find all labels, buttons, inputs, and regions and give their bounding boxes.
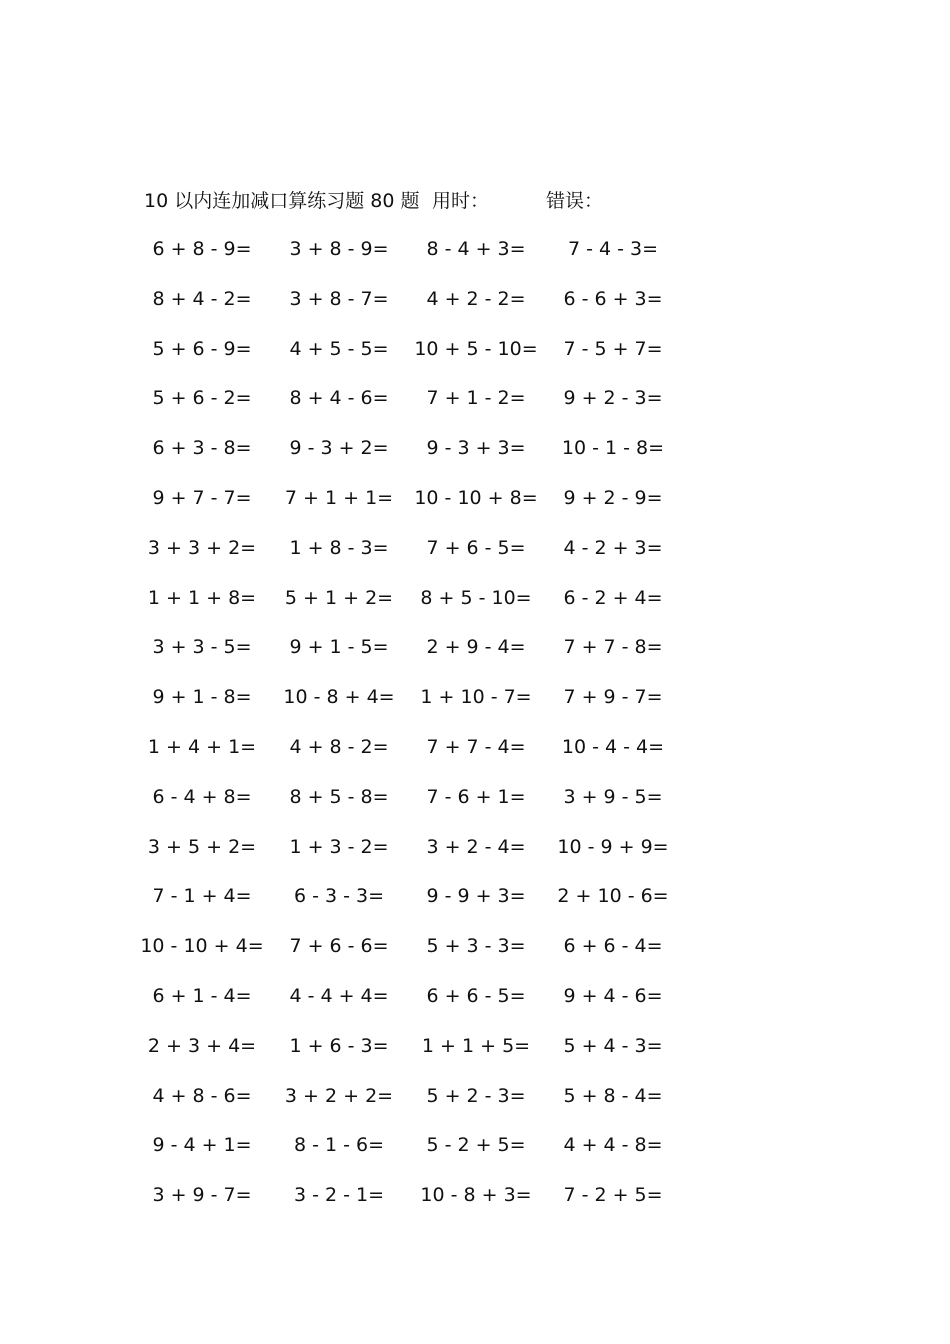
arithmetic-problem: 9 - 9 + 3= <box>426 885 526 908</box>
arithmetic-problem: 9 - 3 + 3= <box>426 437 526 460</box>
arithmetic-problem: 1 + 3 - 2= <box>289 835 389 858</box>
arithmetic-problem: 8 - 4 + 3= <box>426 238 526 260</box>
arithmetic-problem: 6 + 6 - 4= <box>563 935 663 958</box>
problem-row <box>132 585 692 635</box>
arithmetic-problem: 10 - 10 + 8= <box>414 486 538 509</box>
arithmetic-problem: 2 + 9 - 4= <box>426 636 526 659</box>
arithmetic-problem: 6 + 1 - 4= <box>152 984 252 1007</box>
arithmetic-problem: 6 - 4 + 8= <box>152 785 252 808</box>
arithmetic-problem: 7 + 6 - 5= <box>426 536 526 559</box>
arithmetic-problem: 6 - 6 + 3= <box>563 287 663 310</box>
arithmetic-problem: 3 + 2 + 2= <box>284 1084 394 1107</box>
arithmetic-problem: 10 - 9 + 9= <box>557 835 669 858</box>
arithmetic-problem: 7 - 5 + 7= <box>563 337 663 360</box>
arithmetic-problem: 1 + 4 + 1= <box>147 735 257 758</box>
arithmetic-problem: 1 + 1 + 8= <box>147 586 257 609</box>
problem-row <box>132 1083 692 1133</box>
arithmetic-problem: 5 + 6 - 2= <box>152 387 252 410</box>
arithmetic-problem: 10 - 8 + 3= <box>420 1184 532 1207</box>
arithmetic-problem: 2 + 3 + 4= <box>147 1034 257 1057</box>
arithmetic-problem: 4 + 8 - 2= <box>289 735 389 758</box>
arithmetic-problem: 7 - 6 + 1= <box>426 785 526 808</box>
arithmetic-problem: 7 + 9 - 7= <box>563 686 663 709</box>
arithmetic-problem: 9 + 2 - 9= <box>563 486 663 509</box>
problem-row <box>132 684 692 734</box>
problem-row <box>132 834 692 884</box>
arithmetic-problem: 8 - 1 - 6= <box>293 1134 385 1157</box>
problem-row <box>132 435 692 485</box>
problem-row <box>132 933 692 983</box>
problem-row <box>132 1033 692 1083</box>
arithmetic-problem: 10 - 10 + 4= <box>140 935 264 958</box>
problem-row <box>132 1182 692 1232</box>
arithmetic-problem: 7 + 7 - 8= <box>563 636 663 659</box>
arithmetic-problem: 5 + 8 - 4= <box>563 1084 663 1107</box>
arithmetic-problem: 6 + 6 - 5= <box>426 984 526 1007</box>
arithmetic-problem: 6 + 3 - 8= <box>152 437 252 460</box>
arithmetic-problem: 6 - 2 + 4= <box>563 586 663 609</box>
problem-row <box>132 1132 692 1182</box>
arithmetic-problem: 3 + 8 - 7= <box>289 287 389 310</box>
problem-row <box>132 883 692 933</box>
arithmetic-problem: 3 + 9 - 7= <box>152 1184 252 1207</box>
errors-label: 错误： <box>546 190 604 212</box>
arithmetic-problem: 5 - 2 + 5= <box>426 1134 526 1157</box>
problem-row <box>132 385 692 435</box>
problem-row <box>132 983 692 1033</box>
arithmetic-problem: 1 + 1 + 5= <box>421 1034 531 1057</box>
arithmetic-problem: 4 + 2 - 2= <box>426 287 526 310</box>
arithmetic-problem: 7 - 1 + 4= <box>152 885 252 908</box>
arithmetic-problem: 10 + 5 - 10= <box>414 337 538 360</box>
problem-row <box>132 336 692 386</box>
arithmetic-problem: 1 + 10 - 7= <box>420 686 532 709</box>
arithmetic-problem: 10 - 4 - 4= <box>561 735 665 758</box>
arithmetic-problem: 3 + 3 + 2= <box>147 536 257 559</box>
arithmetic-problem: 3 + 2 - 4= <box>426 835 526 858</box>
worksheet-header <box>0 186 950 214</box>
problem-grid <box>132 236 692 1232</box>
arithmetic-problem: 10 - 8 + 4= <box>283 686 395 709</box>
arithmetic-problem: 5 + 4 - 3= <box>563 1034 663 1057</box>
arithmetic-problem: 1 + 8 - 3= <box>289 536 389 559</box>
arithmetic-problem: 9 + 4 - 6= <box>563 984 663 1007</box>
arithmetic-problem: 4 + 4 - 8= <box>563 1134 663 1157</box>
arithmetic-problem: 1 + 6 - 3= <box>289 1034 389 1057</box>
arithmetic-problem: 3 + 9 - 5= <box>563 785 663 808</box>
arithmetic-problem: 4 - 2 + 3= <box>563 536 663 559</box>
arithmetic-problem: 5 + 3 - 3= <box>426 935 526 958</box>
arithmetic-problem: 5 + 2 - 3= <box>426 1084 526 1107</box>
arithmetic-problem: 7 + 7 - 4= <box>426 735 526 758</box>
arithmetic-problem: 9 + 1 - 5= <box>289 636 389 659</box>
arithmetic-problem: 6 - 3 - 3= <box>293 885 385 908</box>
arithmetic-problem: 9 + 2 - 3= <box>563 387 663 410</box>
arithmetic-problem: 4 - 4 + 4= <box>289 984 389 1007</box>
arithmetic-problem: 8 + 4 - 2= <box>152 287 252 310</box>
arithmetic-problem: 5 + 6 - 9= <box>152 337 252 360</box>
arithmetic-problem: 4 + 5 - 5= <box>289 337 389 360</box>
arithmetic-problem: 6 + 8 - 9= <box>152 238 252 260</box>
worksheet-title: 10 以内连加减口算练习题 80 题 <box>144 190 420 212</box>
arithmetic-problem: 9 + 7 - 7= <box>152 486 252 509</box>
arithmetic-problem: 9 - 4 + 1= <box>152 1134 252 1157</box>
arithmetic-problem: 7 + 1 - 2= <box>426 387 526 410</box>
arithmetic-problem: 9 + 1 - 8= <box>152 686 252 709</box>
time-used-label: 用时： <box>432 190 490 212</box>
arithmetic-problem: 2 + 10 - 6= <box>557 885 669 908</box>
arithmetic-problem: 7 + 1 + 1= <box>284 486 394 509</box>
arithmetic-problem: 9 - 3 + 2= <box>289 437 389 460</box>
problem-row <box>132 485 692 535</box>
arithmetic-problem: 7 + 6 - 6= <box>289 935 389 958</box>
problem-row <box>132 734 692 784</box>
problem-row <box>132 535 692 585</box>
arithmetic-problem: 5 + 1 + 2= <box>284 586 394 609</box>
arithmetic-problem: 4 + 8 - 6= <box>152 1084 252 1107</box>
problem-row <box>132 784 692 834</box>
arithmetic-problem: 7 - 2 + 5= <box>563 1184 663 1207</box>
arithmetic-problem: 3 - 2 - 1= <box>293 1184 385 1207</box>
arithmetic-problem: 7 - 4 - 3= <box>567 238 659 260</box>
arithmetic-problem: 3 + 5 + 2= <box>147 835 257 858</box>
arithmetic-problem: 8 + 5 - 10= <box>420 586 532 609</box>
arithmetic-problem: 3 + 8 - 9= <box>289 238 389 260</box>
arithmetic-problem: 10 - 1 - 8= <box>561 437 665 460</box>
problem-row <box>132 634 692 684</box>
arithmetic-problem: 8 + 5 - 8= <box>289 785 389 808</box>
problem-row <box>132 286 692 336</box>
arithmetic-problem: 8 + 4 - 6= <box>289 387 389 410</box>
problem-row <box>132 236 692 286</box>
arithmetic-problem: 3 + 3 - 5= <box>152 636 252 659</box>
